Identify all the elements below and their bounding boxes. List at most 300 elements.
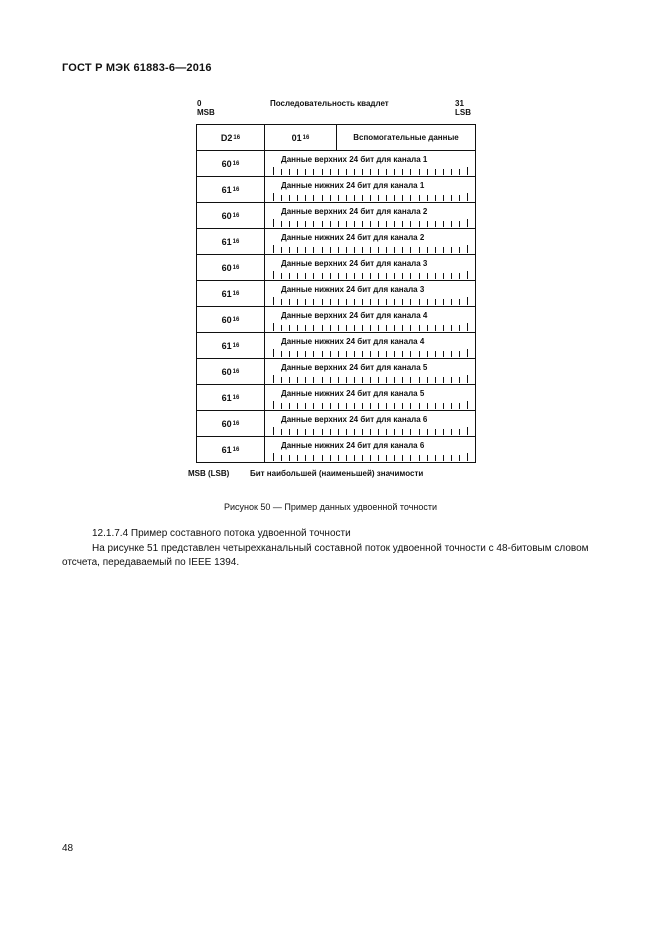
- bit-tick: [419, 403, 420, 409]
- bit-tick: [443, 195, 444, 201]
- bit-tick: [410, 403, 411, 409]
- bit-tick: [451, 299, 452, 305]
- label-cell: [197, 411, 265, 436]
- bit-tick: [281, 403, 282, 409]
- label-base: 16: [232, 394, 240, 401]
- label-value: 61: [221, 288, 232, 299]
- bit-tick: [435, 403, 436, 409]
- data-quadlet-row: [197, 384, 475, 410]
- header-byte-d2-base: 16: [233, 134, 241, 141]
- data-cell: [265, 177, 475, 202]
- bit-tick: [354, 325, 355, 331]
- bit-tick-marks: [273, 167, 467, 175]
- bit-tick: [362, 195, 363, 201]
- bit-tick: [297, 299, 298, 305]
- bit-tick: [313, 377, 314, 383]
- bit-tick: [346, 377, 347, 383]
- bit-tick-marks: [273, 245, 467, 253]
- bit-tick: [435, 195, 436, 201]
- bit-tick: [354, 403, 355, 409]
- bit-tick: [281, 273, 282, 279]
- data-quadlet-row: [197, 436, 475, 462]
- bit-tick: [273, 167, 274, 175]
- data-description: Данные верхних 24 бит для канала 1: [281, 155, 428, 164]
- label-cell: [197, 177, 265, 202]
- bit-tick: [313, 169, 314, 175]
- bit-tick: [427, 247, 428, 253]
- bit-tick: [427, 377, 428, 383]
- bit-tick: [313, 273, 314, 279]
- label-base: 16: [232, 368, 240, 375]
- bit-tick: [419, 221, 420, 227]
- bit-tick: [305, 169, 306, 175]
- data-quadlet-row: [197, 358, 475, 384]
- bit-tick: [273, 453, 274, 461]
- data-cell: [265, 359, 475, 384]
- data-cell: [265, 151, 475, 176]
- bit-tick: [362, 325, 363, 331]
- bit-tick: [289, 169, 290, 175]
- bit-tick: [313, 195, 314, 201]
- bit-tick: [410, 299, 411, 305]
- bit-tick: [451, 351, 452, 357]
- label-cell: [197, 281, 265, 306]
- data-quadlet-row: [197, 306, 475, 332]
- bit-tick: [451, 403, 452, 409]
- bit-tick: [443, 325, 444, 331]
- label-value: 61: [221, 340, 232, 351]
- bit-tick: [402, 195, 403, 201]
- data-cell: [265, 307, 475, 332]
- bit-tick: [459, 455, 460, 461]
- label-value: 60: [221, 314, 232, 325]
- bit-tick: [378, 221, 379, 227]
- bit-tick: [370, 351, 371, 357]
- bit-tick: [394, 273, 395, 279]
- label-value: 61: [221, 236, 232, 247]
- bit-tick: [370, 221, 371, 227]
- bit-tick: [467, 401, 468, 409]
- bit-tick: [322, 325, 323, 331]
- bit-tick: [338, 221, 339, 227]
- bit-tick: [346, 455, 347, 461]
- label-value: 60: [221, 366, 232, 377]
- bit-tick: [322, 247, 323, 253]
- bit-tick: [370, 299, 371, 305]
- label-base: 16: [232, 342, 240, 349]
- body-paragraph: На рисунке 51 представлен четырехканальный составной поток удвоенной точности с 48-битовым словом отсчета, передаваемый по IEEE 1394.: [62, 543, 589, 568]
- bit-tick: [419, 299, 420, 305]
- bit-tick: [386, 273, 387, 279]
- bit-tick: [378, 455, 379, 461]
- bit-tick: [346, 169, 347, 175]
- bit-tick: [362, 169, 363, 175]
- bit-tick: [451, 325, 452, 331]
- bit-tick: [322, 221, 323, 227]
- bit-tick: [313, 325, 314, 331]
- bit-tick: [273, 401, 274, 409]
- bit-31-label: 31: [455, 99, 464, 108]
- bit-tick: [386, 325, 387, 331]
- bit-tick: [330, 377, 331, 383]
- label-base: 16: [232, 160, 240, 167]
- bit-tick: [305, 299, 306, 305]
- data-description: Данные верхних 24 бит для канала 2: [281, 207, 428, 216]
- bit-tick: [297, 377, 298, 383]
- header-byte-01: [265, 125, 337, 150]
- label-base: 16: [232, 316, 240, 323]
- bit-tick: [322, 377, 323, 383]
- bit-tick: [467, 245, 468, 253]
- bit-tick: [419, 351, 420, 357]
- bit-tick: [330, 169, 331, 175]
- bit-tick: [402, 169, 403, 175]
- bit-tick: [435, 299, 436, 305]
- auxiliary-data-cell: Вспомогательные данные: [353, 133, 459, 142]
- bit-tick: [297, 195, 298, 201]
- bit-tick: [451, 195, 452, 201]
- bit-tick: [443, 169, 444, 175]
- bit-tick: [289, 455, 290, 461]
- bit-tick: [297, 325, 298, 331]
- bit-tick: [467, 219, 468, 227]
- bit-tick: [305, 273, 306, 279]
- bit-tick: [330, 247, 331, 253]
- bit-tick: [459, 377, 460, 383]
- data-description: Данные нижних 24 бит для канала 5: [281, 389, 425, 398]
- bit-tick: [459, 403, 460, 409]
- data-cell: [265, 281, 475, 306]
- bit-tick: [330, 325, 331, 331]
- bit-tick: [443, 429, 444, 435]
- bit-tick: [394, 403, 395, 409]
- bit-tick: [443, 403, 444, 409]
- bit-tick: [459, 195, 460, 201]
- label-cell: [197, 229, 265, 254]
- bit-tick: [410, 351, 411, 357]
- bit-tick: [305, 247, 306, 253]
- bit-tick: [410, 273, 411, 279]
- bit-tick: [410, 455, 411, 461]
- bit-tick: [354, 429, 355, 435]
- legend-label: MSB (LSB): [188, 469, 230, 478]
- quadlet-sequence-title: Последовательность квадлет: [270, 99, 389, 108]
- bit-tick: [419, 247, 420, 253]
- bit-tick: [273, 219, 274, 227]
- bit-tick: [378, 195, 379, 201]
- bit-tick: [467, 193, 468, 201]
- bit-tick: [273, 297, 274, 305]
- bit-tick-marks: [273, 375, 467, 383]
- bit-tick: [281, 195, 282, 201]
- bit-tick: [394, 325, 395, 331]
- bit-tick: [402, 325, 403, 331]
- bit-tick: [289, 299, 290, 305]
- bit-tick: [410, 377, 411, 383]
- data-cell: [265, 411, 475, 436]
- bit-tick: [435, 377, 436, 383]
- bit-tick: [362, 351, 363, 357]
- bit-tick: [273, 193, 274, 201]
- bit-tick: [346, 351, 347, 357]
- label-value: 60: [221, 158, 232, 169]
- label-value: 60: [221, 210, 232, 221]
- bit-tick: [459, 325, 460, 331]
- bit-tick: [362, 221, 363, 227]
- bit-tick: [378, 169, 379, 175]
- label-value: 61: [221, 392, 232, 403]
- bit-tick: [427, 221, 428, 227]
- bit-tick: [427, 169, 428, 175]
- bit-tick: [370, 325, 371, 331]
- header-byte-d2: [197, 125, 265, 150]
- bit-tick: [354, 247, 355, 253]
- bit-tick: [427, 299, 428, 305]
- bit-tick: [410, 195, 411, 201]
- bit-tick: [443, 351, 444, 357]
- bit-tick: [386, 455, 387, 461]
- bit-tick: [338, 195, 339, 201]
- label-cell: [197, 333, 265, 358]
- bit-tick: [338, 455, 339, 461]
- bit-tick: [322, 403, 323, 409]
- bit-tick-marks: [273, 219, 467, 227]
- bit-tick: [330, 429, 331, 435]
- data-description: Данные нижних 24 бит для канала 3: [281, 285, 425, 294]
- label-value: 61: [221, 444, 232, 455]
- bit-tick: [402, 221, 403, 227]
- bit-tick: [451, 247, 452, 253]
- bit-tick: [305, 325, 306, 331]
- bit-tick: [459, 351, 460, 357]
- bit-tick: [386, 195, 387, 201]
- bit-tick: [297, 429, 298, 435]
- bit-tick: [402, 351, 403, 357]
- data-quadlet-row: [197, 228, 475, 254]
- bit-tick: [346, 247, 347, 253]
- data-description: Данные нижних 24 бит для канала 1: [281, 181, 425, 190]
- bit-tick: [297, 221, 298, 227]
- bit-tick: [443, 273, 444, 279]
- bit-tick: [322, 195, 323, 201]
- bit-tick-marks: [273, 323, 467, 331]
- header-byte-01-value: 01: [291, 132, 302, 143]
- bit-tick: [305, 351, 306, 357]
- bit-tick: [370, 195, 371, 201]
- bit-tick: [427, 325, 428, 331]
- bit-tick: [410, 247, 411, 253]
- bit-tick: [435, 247, 436, 253]
- bit-tick: [281, 247, 282, 253]
- label-base: 16: [232, 290, 240, 297]
- bit-tick: [322, 169, 323, 175]
- bit-tick: [273, 349, 274, 357]
- bit-tick: [322, 273, 323, 279]
- label-cell: [197, 385, 265, 410]
- bit-tick: [281, 377, 282, 383]
- bit-tick-marks: [273, 297, 467, 305]
- bit-tick: [289, 325, 290, 331]
- data-quadlet-row: [197, 202, 475, 228]
- bit-tick: [297, 169, 298, 175]
- bit-tick: [459, 247, 460, 253]
- bit-tick: [435, 455, 436, 461]
- bit-tick: [273, 323, 274, 331]
- bit-tick: [378, 325, 379, 331]
- data-description: Данные верхних 24 бит для канала 3: [281, 259, 428, 268]
- bit-tick: [378, 377, 379, 383]
- bit-tick: [305, 403, 306, 409]
- bit-tick: [305, 377, 306, 383]
- bit-tick: [354, 351, 355, 357]
- bit-tick: [443, 377, 444, 383]
- figure-legend: [188, 469, 423, 478]
- bit-tick: [386, 429, 387, 435]
- bit-tick: [370, 403, 371, 409]
- data-description: Данные верхних 24 бит для канала 4: [281, 311, 428, 320]
- bit-tick: [370, 273, 371, 279]
- bit-tick: [443, 247, 444, 253]
- bit-tick: [322, 455, 323, 461]
- bit-tick: [281, 325, 282, 331]
- bit-tick: [459, 221, 460, 227]
- bit-tick: [451, 429, 452, 435]
- bit-tick: [289, 351, 290, 357]
- bit-tick: [338, 351, 339, 357]
- bit-tick: [459, 273, 460, 279]
- bit-tick: [410, 325, 411, 331]
- bit-tick: [435, 351, 436, 357]
- label-value: 60: [221, 262, 232, 273]
- bit-tick: [346, 299, 347, 305]
- label-base: 16: [232, 212, 240, 219]
- label-cell: [197, 203, 265, 228]
- bit-tick: [378, 273, 379, 279]
- bit-tick: [281, 351, 282, 357]
- data-cell: [265, 203, 475, 228]
- bit-tick: [330, 299, 331, 305]
- bit-tick: [281, 455, 282, 461]
- bit-tick: [346, 195, 347, 201]
- data-cell: [265, 229, 475, 254]
- header-byte-01-base: 16: [302, 134, 310, 141]
- bit-tick: [419, 195, 420, 201]
- bit-tick: [402, 429, 403, 435]
- bit-tick: [354, 299, 355, 305]
- bit-tick: [435, 273, 436, 279]
- bit-tick: [467, 427, 468, 435]
- legend-text: Бит наибольшей (наименьшей) значимости: [250, 469, 424, 478]
- bit-tick: [370, 429, 371, 435]
- bit-tick: [346, 403, 347, 409]
- bit-tick: [410, 169, 411, 175]
- bit-tick: [281, 429, 282, 435]
- bit-tick: [378, 299, 379, 305]
- bit-tick: [330, 403, 331, 409]
- bit-tick: [313, 247, 314, 253]
- bit-tick: [402, 455, 403, 461]
- bit-tick: [313, 429, 314, 435]
- bit-tick: [443, 221, 444, 227]
- bit-tick: [322, 351, 323, 357]
- bit-tick: [281, 221, 282, 227]
- bit-0-label: 0: [197, 99, 202, 108]
- bit-tick: [330, 273, 331, 279]
- bit-tick: [394, 195, 395, 201]
- bit-tick: [330, 455, 331, 461]
- bit-tick: [410, 221, 411, 227]
- bit-tick: [313, 351, 314, 357]
- bit-tick: [427, 429, 428, 435]
- bit-tick: [313, 221, 314, 227]
- document-header: ГОСТ Р МЭК 61883-6—2016: [62, 62, 212, 74]
- bit-tick: [305, 429, 306, 435]
- bit-tick: [443, 455, 444, 461]
- bit-tick: [402, 403, 403, 409]
- bit-tick: [459, 299, 460, 305]
- bit-tick: [467, 167, 468, 175]
- bit-tick: [354, 169, 355, 175]
- bit-tick: [273, 271, 274, 279]
- bit-tick: [410, 429, 411, 435]
- bit-tick: [386, 169, 387, 175]
- bit-tick: [451, 455, 452, 461]
- bit-tick: [305, 455, 306, 461]
- bit-tick: [467, 271, 468, 279]
- bit-tick-marks: [273, 453, 467, 461]
- bit-tick: [313, 299, 314, 305]
- bit-tick: [297, 455, 298, 461]
- data-cell: [265, 255, 475, 280]
- bit-tick: [289, 403, 290, 409]
- lsb-label: LSB: [455, 108, 471, 117]
- bit-tick: [273, 245, 274, 253]
- header-byte-d2-value: D2: [220, 132, 233, 143]
- bit-tick: [338, 299, 339, 305]
- bit-tick: [354, 195, 355, 201]
- bit-tick: [281, 299, 282, 305]
- data-description: Данные нижних 24 бит для канала 2: [281, 233, 425, 242]
- bit-tick: [427, 351, 428, 357]
- bit-tick: [402, 273, 403, 279]
- label-base: 16: [232, 264, 240, 271]
- bit-tick: [297, 247, 298, 253]
- label-cell: [197, 359, 265, 384]
- bit-tick: [297, 403, 298, 409]
- bit-tick: [451, 169, 452, 175]
- label-base: 16: [232, 420, 240, 427]
- bit-tick: [419, 377, 420, 383]
- bit-tick-marks: [273, 193, 467, 201]
- label-base: 16: [232, 186, 240, 193]
- bit-tick: [362, 377, 363, 383]
- bit-tick: [386, 299, 387, 305]
- label-cell: [197, 255, 265, 280]
- bit-tick: [467, 453, 468, 461]
- label-value: 61: [221, 184, 232, 195]
- bit-tick: [362, 403, 363, 409]
- bit-tick: [467, 297, 468, 305]
- bit-tick: [386, 221, 387, 227]
- bit-tick: [467, 323, 468, 331]
- bit-tick: [451, 221, 452, 227]
- bit-tick: [289, 273, 290, 279]
- bit-tick: [394, 455, 395, 461]
- bit-tick: [330, 221, 331, 227]
- lsb-marker: [455, 99, 471, 117]
- bit-tick: [451, 377, 452, 383]
- data-description: Данные нижних 24 бит для канала 6: [281, 441, 425, 450]
